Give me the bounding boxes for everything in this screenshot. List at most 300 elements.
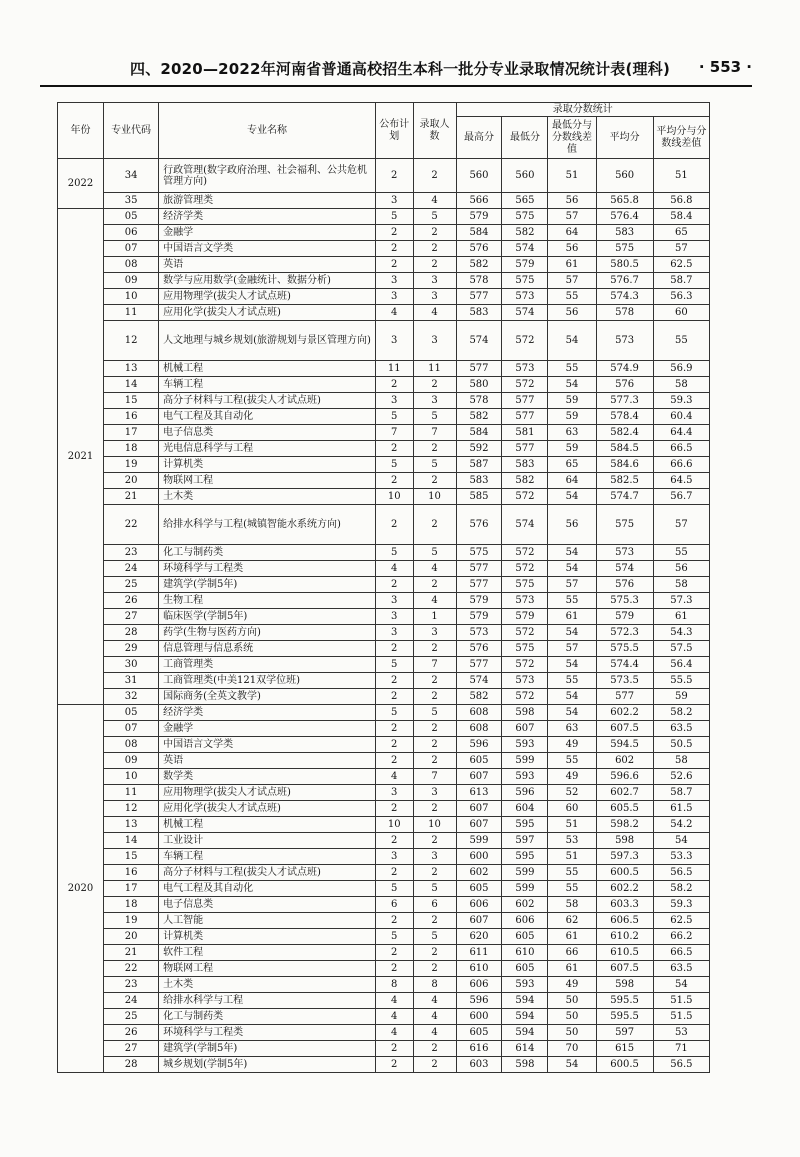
avg-diff-cell: 64.4 — [653, 425, 709, 441]
min-diff-cell: 56 — [548, 193, 596, 209]
min-cell: 565 — [502, 193, 548, 209]
max-cell: 608 — [456, 705, 502, 721]
min-diff-cell: 55 — [548, 753, 596, 769]
admitted-cell: 5 — [413, 881, 456, 897]
plan-cell: 11 — [375, 361, 413, 377]
admitted-cell: 5 — [413, 545, 456, 561]
avg-diff-cell: 57 — [653, 241, 709, 257]
min-diff-cell: 63 — [548, 721, 596, 737]
name-cell: 工商管理类(中美121双学位班) — [159, 673, 376, 689]
admitted-cell: 1 — [413, 609, 456, 625]
avg-diff-cell: 55 — [653, 321, 709, 361]
min-cell: 573 — [502, 361, 548, 377]
min-diff-cell: 63 — [548, 425, 596, 441]
avg-cell: 607.5 — [596, 721, 653, 737]
plan-cell: 2 — [375, 641, 413, 657]
avg-cell: 595.5 — [596, 993, 653, 1009]
table-row — [58, 1025, 710, 1041]
code-cell: 21 — [103, 489, 158, 505]
table-row — [58, 865, 710, 881]
avg-cell: 573 — [596, 321, 653, 361]
avg-diff-cell: 57 — [653, 505, 709, 545]
code-cell: 14 — [103, 377, 158, 393]
header-code: 专业代码 — [103, 103, 158, 159]
plan-cell: 10 — [375, 489, 413, 505]
code-cell: 06 — [103, 225, 158, 241]
min-cell: 577 — [502, 441, 548, 457]
name-cell: 工商管理类 — [159, 657, 376, 673]
min-cell: 575 — [502, 273, 548, 289]
plan-cell: 2 — [375, 377, 413, 393]
avg-cell: 603.3 — [596, 897, 653, 913]
avg-diff-cell: 61.5 — [653, 801, 709, 817]
min-cell: 598 — [502, 705, 548, 721]
name-cell: 中国语言文学类 — [159, 737, 376, 753]
code-cell: 18 — [103, 897, 158, 913]
max-cell: 584 — [456, 425, 502, 441]
admitted-cell: 2 — [413, 689, 456, 705]
avg-cell: 598.2 — [596, 817, 653, 833]
code-cell: 05 — [103, 209, 158, 225]
min-diff-cell: 55 — [548, 673, 596, 689]
min-diff-cell: 64 — [548, 225, 596, 241]
code-cell: 31 — [103, 673, 158, 689]
admitted-cell: 4 — [413, 1009, 456, 1025]
plan-cell: 2 — [375, 473, 413, 489]
name-cell: 应用物理学(拔尖人才试点班) — [159, 289, 376, 305]
plan-cell: 2 — [375, 689, 413, 705]
name-cell: 光电信息科学与工程 — [159, 441, 376, 457]
name-cell: 计算机类 — [159, 457, 376, 473]
code-cell: 27 — [103, 1041, 158, 1057]
name-cell: 药学(生物与医药方向) — [159, 625, 376, 641]
min-cell: 583 — [502, 457, 548, 473]
avg-diff-cell: 56.3 — [653, 289, 709, 305]
plan-cell: 2 — [375, 945, 413, 961]
plan-cell: 8 — [375, 977, 413, 993]
max-cell: 596 — [456, 993, 502, 1009]
avg-diff-cell: 71 — [653, 1041, 709, 1057]
avg-diff-cell: 56.4 — [653, 657, 709, 673]
admitted-cell: 5 — [413, 705, 456, 721]
name-cell: 中国语言文学类 — [159, 241, 376, 257]
min-diff-cell: 55 — [548, 361, 596, 377]
code-cell: 13 — [103, 361, 158, 377]
plan-cell: 5 — [375, 457, 413, 473]
plan-cell: 3 — [375, 625, 413, 641]
plan-cell: 2 — [375, 721, 413, 737]
max-cell: 576 — [456, 641, 502, 657]
min-diff-cell: 54 — [548, 625, 596, 641]
admitted-cell: 5 — [413, 457, 456, 473]
plan-cell: 4 — [375, 561, 413, 577]
min-cell: 574 — [502, 505, 548, 545]
max-cell: 600 — [456, 1009, 502, 1025]
avg-diff-cell: 62.5 — [653, 257, 709, 273]
max-cell: 607 — [456, 769, 502, 785]
avg-diff-cell: 56.5 — [653, 865, 709, 881]
year-cell: 2021 — [58, 209, 104, 705]
code-cell: 07 — [103, 241, 158, 257]
min-cell: 596 — [502, 785, 548, 801]
avg-diff-cell: 59.3 — [653, 393, 709, 409]
max-cell: 578 — [456, 393, 502, 409]
avg-cell: 575.3 — [596, 593, 653, 609]
min-cell: 572 — [502, 545, 548, 561]
table-row — [58, 673, 710, 689]
max-cell: 606 — [456, 977, 502, 993]
table-row — [58, 1057, 710, 1073]
code-cell: 08 — [103, 737, 158, 753]
min-cell: 597 — [502, 833, 548, 849]
avg-diff-cell: 54 — [653, 977, 709, 993]
min-diff-cell: 57 — [548, 641, 596, 657]
code-cell: 28 — [103, 1057, 158, 1073]
min-cell: 582 — [502, 473, 548, 489]
avg-cell: 584.5 — [596, 441, 653, 457]
min-cell: 582 — [502, 225, 548, 241]
code-cell: 09 — [103, 273, 158, 289]
avg-cell: 574.9 — [596, 361, 653, 377]
name-cell: 国际商务(全英文教学) — [159, 689, 376, 705]
year-cell: 2020 — [58, 705, 104, 1073]
plan-cell: 2 — [375, 505, 413, 545]
avg-cell: 602.2 — [596, 705, 653, 721]
name-cell: 建筑学(学制5年) — [159, 1041, 376, 1057]
table-body — [58, 159, 710, 1073]
avg-cell: 607.5 — [596, 961, 653, 977]
table-row — [58, 441, 710, 457]
plan-cell: 3 — [375, 273, 413, 289]
table-row — [58, 657, 710, 673]
min-diff-cell: 49 — [548, 977, 596, 993]
table-row — [58, 737, 710, 753]
table-row — [58, 457, 710, 473]
min-diff-cell: 54 — [548, 689, 596, 705]
admitted-cell: 6 — [413, 897, 456, 913]
name-cell: 应用物理学(拔尖人才试点班) — [159, 785, 376, 801]
plan-cell: 2 — [375, 913, 413, 929]
header-admitted: 录取人数 — [413, 103, 456, 159]
avg-cell: 574.3 — [596, 289, 653, 305]
table-row — [58, 473, 710, 489]
table-row — [58, 305, 710, 321]
min-cell: 575 — [502, 577, 548, 593]
max-cell: 610 — [456, 961, 502, 977]
admitted-cell: 2 — [413, 945, 456, 961]
table-row — [58, 577, 710, 593]
min-diff-cell: 59 — [548, 409, 596, 425]
avg-diff-cell: 54.3 — [653, 625, 709, 641]
name-cell: 电气工程及其自动化 — [159, 409, 376, 425]
table-row — [58, 721, 710, 737]
avg-cell: 582.4 — [596, 425, 653, 441]
name-cell: 经济学类 — [159, 209, 376, 225]
avg-diff-cell: 54 — [653, 833, 709, 849]
max-cell: 574 — [456, 321, 502, 361]
avg-cell: 573.5 — [596, 673, 653, 689]
admitted-cell: 2 — [413, 913, 456, 929]
table-row — [58, 945, 710, 961]
plan-cell: 5 — [375, 881, 413, 897]
code-cell: 13 — [103, 817, 158, 833]
max-cell: 607 — [456, 801, 502, 817]
table-row — [58, 393, 710, 409]
table-row — [58, 753, 710, 769]
admitted-cell: 2 — [413, 833, 456, 849]
min-cell: 614 — [502, 1041, 548, 1057]
header-avg-diff: 平均分与分数线差值 — [653, 117, 709, 159]
table-row — [58, 977, 710, 993]
name-cell: 高分子材料与工程(拔尖人才试点班) — [159, 865, 376, 881]
admitted-cell: 4 — [413, 193, 456, 209]
min-cell: 572 — [502, 321, 548, 361]
avg-diff-cell: 60.4 — [653, 409, 709, 425]
min-diff-cell: 56 — [548, 241, 596, 257]
avg-diff-cell: 52.6 — [653, 769, 709, 785]
table-row — [58, 785, 710, 801]
avg-cell: 597 — [596, 1025, 653, 1041]
code-cell: 20 — [103, 929, 158, 945]
max-cell: 607 — [456, 817, 502, 833]
avg-diff-cell: 56.7 — [653, 489, 709, 505]
name-cell: 计算机类 — [159, 929, 376, 945]
admitted-cell: 8 — [413, 977, 456, 993]
min-cell: 575 — [502, 641, 548, 657]
admitted-cell: 2 — [413, 159, 456, 193]
name-cell: 人工智能 — [159, 913, 376, 929]
table-row — [58, 961, 710, 977]
admitted-cell: 2 — [413, 673, 456, 689]
admitted-cell: 5 — [413, 409, 456, 425]
min-cell: 577 — [502, 393, 548, 409]
name-cell: 数学与应用数学(金融统计、数据分析) — [159, 273, 376, 289]
min-diff-cell: 51 — [548, 159, 596, 193]
table-row — [58, 1041, 710, 1057]
avg-cell: 602.7 — [596, 785, 653, 801]
avg-cell: 615 — [596, 1041, 653, 1057]
min-cell: 572 — [502, 377, 548, 393]
avg-cell: 577.3 — [596, 393, 653, 409]
code-cell: 23 — [103, 545, 158, 561]
header-avg: 平均分 — [596, 117, 653, 159]
avg-cell: 605.5 — [596, 801, 653, 817]
code-cell: 12 — [103, 801, 158, 817]
plan-cell: 2 — [375, 159, 413, 193]
admitted-cell: 7 — [413, 657, 456, 673]
code-cell: 25 — [103, 1009, 158, 1025]
admitted-cell: 2 — [413, 1057, 456, 1073]
name-cell: 环境科学与工程类 — [159, 1025, 376, 1041]
min-diff-cell: 56 — [548, 305, 596, 321]
max-cell: 584 — [456, 225, 502, 241]
avg-cell: 575.5 — [596, 641, 653, 657]
avg-cell: 606.5 — [596, 913, 653, 929]
name-cell: 经济学类 — [159, 705, 376, 721]
min-diff-cell: 66 — [548, 945, 596, 961]
max-cell: 605 — [456, 1025, 502, 1041]
max-cell: 596 — [456, 737, 502, 753]
header-name: 专业名称 — [159, 103, 376, 159]
table-row — [58, 833, 710, 849]
max-cell: 608 — [456, 721, 502, 737]
admitted-cell: 3 — [413, 393, 456, 409]
admitted-cell: 3 — [413, 273, 456, 289]
avg-cell: 600.5 — [596, 865, 653, 881]
header-plan: 公布计划 — [375, 103, 413, 159]
avg-diff-cell: 66.2 — [653, 929, 709, 945]
name-cell: 人文地理与城乡规划(旅游规划与景区管理方向) — [159, 321, 376, 361]
min-cell: 560 — [502, 159, 548, 193]
min-diff-cell: 59 — [548, 441, 596, 457]
avg-diff-cell: 54.2 — [653, 817, 709, 833]
min-diff-cell: 54 — [548, 1057, 596, 1073]
min-cell: 594 — [502, 993, 548, 1009]
min-diff-cell: 57 — [548, 273, 596, 289]
name-cell: 给排水科学与工程(城镇智能水系统方向) — [159, 505, 376, 545]
admitted-cell: 2 — [413, 577, 456, 593]
max-cell: 611 — [456, 945, 502, 961]
header-rule — [40, 85, 752, 87]
name-cell: 化工与制药类 — [159, 545, 376, 561]
code-cell: 14 — [103, 833, 158, 849]
avg-diff-cell: 58 — [653, 753, 709, 769]
max-cell: 602 — [456, 865, 502, 881]
table-row — [58, 377, 710, 393]
avg-diff-cell: 51.5 — [653, 993, 709, 1009]
admitted-cell: 10 — [413, 817, 456, 833]
max-cell: 582 — [456, 409, 502, 425]
max-cell: 583 — [456, 305, 502, 321]
header-min-diff: 最低分与分数线差值 — [548, 117, 596, 159]
table-row — [58, 505, 710, 545]
table-row — [58, 801, 710, 817]
table-row — [58, 689, 710, 705]
plan-cell: 2 — [375, 1041, 413, 1057]
name-cell: 金融学 — [159, 225, 376, 241]
admitted-cell: 3 — [413, 289, 456, 305]
avg-diff-cell: 61 — [653, 609, 709, 625]
min-diff-cell: 64 — [548, 473, 596, 489]
avg-diff-cell: 58.2 — [653, 881, 709, 897]
admitted-cell: 2 — [413, 441, 456, 457]
avg-diff-cell: 66.6 — [653, 457, 709, 473]
avg-diff-cell: 57.5 — [653, 641, 709, 657]
avg-cell: 577 — [596, 689, 653, 705]
avg-diff-cell: 66.5 — [653, 441, 709, 457]
code-cell: 34 — [103, 159, 158, 193]
min-cell: 598 — [502, 1057, 548, 1073]
code-cell: 08 — [103, 257, 158, 273]
max-cell: 577 — [456, 577, 502, 593]
name-cell: 化工与制药类 — [159, 1009, 376, 1025]
avg-cell: 600.5 — [596, 1057, 653, 1073]
admitted-cell: 5 — [413, 929, 456, 945]
plan-cell: 3 — [375, 785, 413, 801]
plan-cell: 3 — [375, 849, 413, 865]
max-cell: 606 — [456, 897, 502, 913]
avg-cell: 576.4 — [596, 209, 653, 225]
name-cell: 信息管理与信息系统 — [159, 641, 376, 657]
max-cell: 579 — [456, 609, 502, 625]
avg-diff-cell: 65 — [653, 225, 709, 241]
avg-diff-cell: 58.7 — [653, 273, 709, 289]
table-row — [58, 561, 710, 577]
max-cell: 576 — [456, 241, 502, 257]
plan-cell: 2 — [375, 225, 413, 241]
name-cell: 行政管理(数字政府治理、社会福利、公共危机管理方向) — [159, 159, 376, 193]
min-cell: 572 — [502, 489, 548, 505]
avg-diff-cell: 58.4 — [653, 209, 709, 225]
min-cell: 579 — [502, 609, 548, 625]
code-cell: 05 — [103, 705, 158, 721]
avg-cell: 582.5 — [596, 473, 653, 489]
header-year: 年份 — [58, 103, 104, 159]
avg-diff-cell: 51.5 — [653, 1009, 709, 1025]
avg-diff-cell: 63.5 — [653, 961, 709, 977]
plan-cell: 2 — [375, 753, 413, 769]
max-cell: 600 — [456, 849, 502, 865]
code-cell: 35 — [103, 193, 158, 209]
name-cell: 临床医学(学制5年) — [159, 609, 376, 625]
code-cell: 32 — [103, 689, 158, 705]
name-cell: 车辆工程 — [159, 849, 376, 865]
plan-cell: 5 — [375, 409, 413, 425]
avg-cell: 597.3 — [596, 849, 653, 865]
admitted-cell: 5 — [413, 209, 456, 225]
avg-diff-cell: 62.5 — [653, 913, 709, 929]
max-cell: 582 — [456, 257, 502, 273]
min-diff-cell: 52 — [548, 785, 596, 801]
avg-diff-cell: 58 — [653, 577, 709, 593]
admitted-cell: 2 — [413, 1041, 456, 1057]
table-row — [58, 425, 710, 441]
name-cell: 应用化学(拔尖人才试点班) — [159, 801, 376, 817]
min-diff-cell: 54 — [548, 561, 596, 577]
avg-cell: 594.5 — [596, 737, 653, 753]
table-row — [58, 225, 710, 241]
admitted-cell: 3 — [413, 785, 456, 801]
plan-cell: 2 — [375, 441, 413, 457]
avg-cell: 610.2 — [596, 929, 653, 945]
avg-diff-cell: 55.5 — [653, 673, 709, 689]
code-cell: 15 — [103, 393, 158, 409]
name-cell: 电子信息类 — [159, 425, 376, 441]
min-diff-cell: 49 — [548, 769, 596, 785]
name-cell: 车辆工程 — [159, 377, 376, 393]
admitted-cell: 2 — [413, 257, 456, 273]
avg-cell: 560 — [596, 159, 653, 193]
min-diff-cell: 62 — [548, 913, 596, 929]
table-row — [58, 881, 710, 897]
plan-cell: 3 — [375, 593, 413, 609]
min-cell: 579 — [502, 257, 548, 273]
plan-cell: 2 — [375, 577, 413, 593]
table-row — [58, 159, 710, 193]
name-cell: 城乡规划(学制5年) — [159, 1057, 376, 1073]
min-diff-cell: 54 — [548, 657, 596, 673]
plan-cell: 5 — [375, 929, 413, 945]
plan-cell: 2 — [375, 801, 413, 817]
name-cell: 工业设计 — [159, 833, 376, 849]
min-diff-cell: 54 — [548, 489, 596, 505]
min-cell: 593 — [502, 977, 548, 993]
plan-cell: 5 — [375, 209, 413, 225]
admitted-cell: 7 — [413, 769, 456, 785]
min-diff-cell: 57 — [548, 209, 596, 225]
admitted-cell: 3 — [413, 849, 456, 865]
plan-cell: 5 — [375, 545, 413, 561]
